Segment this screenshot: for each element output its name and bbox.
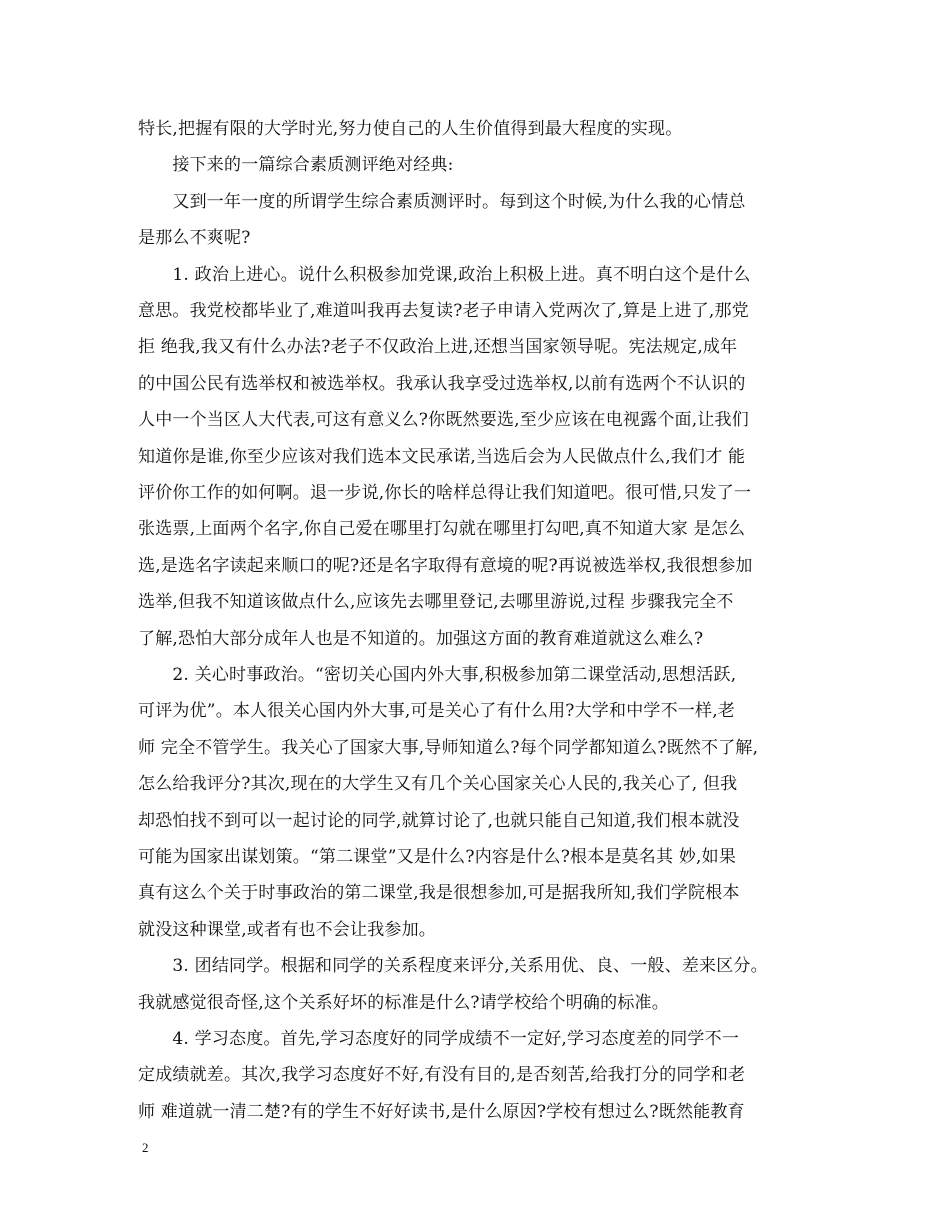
text-line: 人中一个当区人大代表,可这有意义么?你既然要选,至少应该在电视露个面,让我们	[138, 410, 749, 431]
text-line: 选,是选名字读起来顺口的呢?还是名字取得有意境的呢?再说被选举权,我很想参加	[138, 555, 753, 576]
text-line: 2. 关心时事政治。“密切关心国内外大事,积极参加第二课堂活动,思想活跃,	[138, 665, 737, 685]
text-line: 知道你是谁,你至少应该对我们选本文民承诺,当选后会为人民做点什么,我们才 能	[138, 446, 746, 467]
text-line: 意思。我党校都毕业了,难道叫我再去复读?老子申请入党两次了,算是上进了,那党	[138, 301, 749, 321]
text-line: 4. 学习态度。首先,学习态度好的同学成绩不一定好,学习态度差的同学不一	[138, 1029, 740, 1049]
text-line: 了解,恐怕大部分成年人也是不知道的。加强这方面的教育难道就这么难么?	[138, 628, 704, 649]
text-line: 我就感觉很奇怪,这个关系好坏的标准是什么?请学校给个明确的标准。	[138, 992, 669, 1013]
text-line: 怎么给我评分?其次,现在的大学生又有几个关心国家关心人民的,我关心了, 但我	[138, 774, 738, 795]
text-line: 真有这么个关于时事政治的第二课堂,我是很想参加,可是据我所知,我们学院根本	[138, 883, 740, 904]
text-line: 是那么不爽呢?	[138, 228, 251, 249]
text-line: 特长,把握有限的大学时光,努力使自己的人生价值得到最大程度的实现。	[138, 119, 683, 139]
text-line: 就没这种课堂,或者有也不会让我参加。	[138, 919, 437, 940]
text-line: 拒 绝我,我又有什么办法?老子不仅政治上进,还想当国家领导呢。宪法规定,成年	[138, 337, 738, 358]
text-line: 选举,但我不知道该做点什么,应该先去哪里登记,去哪里游说,过程 步骤我完全不	[138, 592, 734, 613]
text-line: 师 完全不管学生。我关心了国家大事,导师知道么?每个同学都知道么?既然不了解,	[138, 737, 759, 758]
page-number: 2	[142, 1140, 149, 1155]
text-line: 定成绩就差。其次,我学习态度好不好,有没有目的,是否刻苦,给我打分的同学和老	[138, 1065, 746, 1086]
text-line: 却恐怕找不到可以一起讨论的同学,就算讨论了,也就只能自己知道,我们根本就没	[138, 810, 740, 831]
text-line: 可能为国家出谋划策。“第二课堂”又是什么?内容是什么?根本是莫名其 妙,如果	[138, 847, 737, 867]
text-line: 可评为优”。本人很关心国内外大事,可是关心了有什么用?大学和中学不一样,老	[138, 701, 736, 722]
text-line: 评价你工作的如何啊。退一步说,你长的啥样总得让我们知道吧。很可惜,只发了一	[138, 483, 752, 503]
text-line: 张选票,上面两个名字,你自己爱在哪里打勾就在哪里打勾吧,真不知道大家 是怎么	[138, 519, 746, 540]
text-line: 1. 政治上进心。说什么积极参加党课,政治上积极上进。真不明白这个是什么	[138, 264, 751, 285]
text-line: 师 难道就一清二楚?有的学生不好好读书,是什么原因?学校有想过么?既然能教育	[138, 1101, 745, 1122]
text-line: 又到一年一度的所谓学生综合素质测评时。每到这个时候,为什么我的心情总	[138, 191, 746, 212]
text-line: 的中国公民有选举权和被选举权。我承认我享受过选举权,以前有选两个不认识的	[138, 373, 746, 394]
text-line: 接下来的一篇综合素质测评绝对经典:	[138, 155, 454, 176]
text-line: 3. 团结同学。根据和同学的关系程度来评分,关系用优、良、一般、差来区分。	[138, 956, 768, 977]
